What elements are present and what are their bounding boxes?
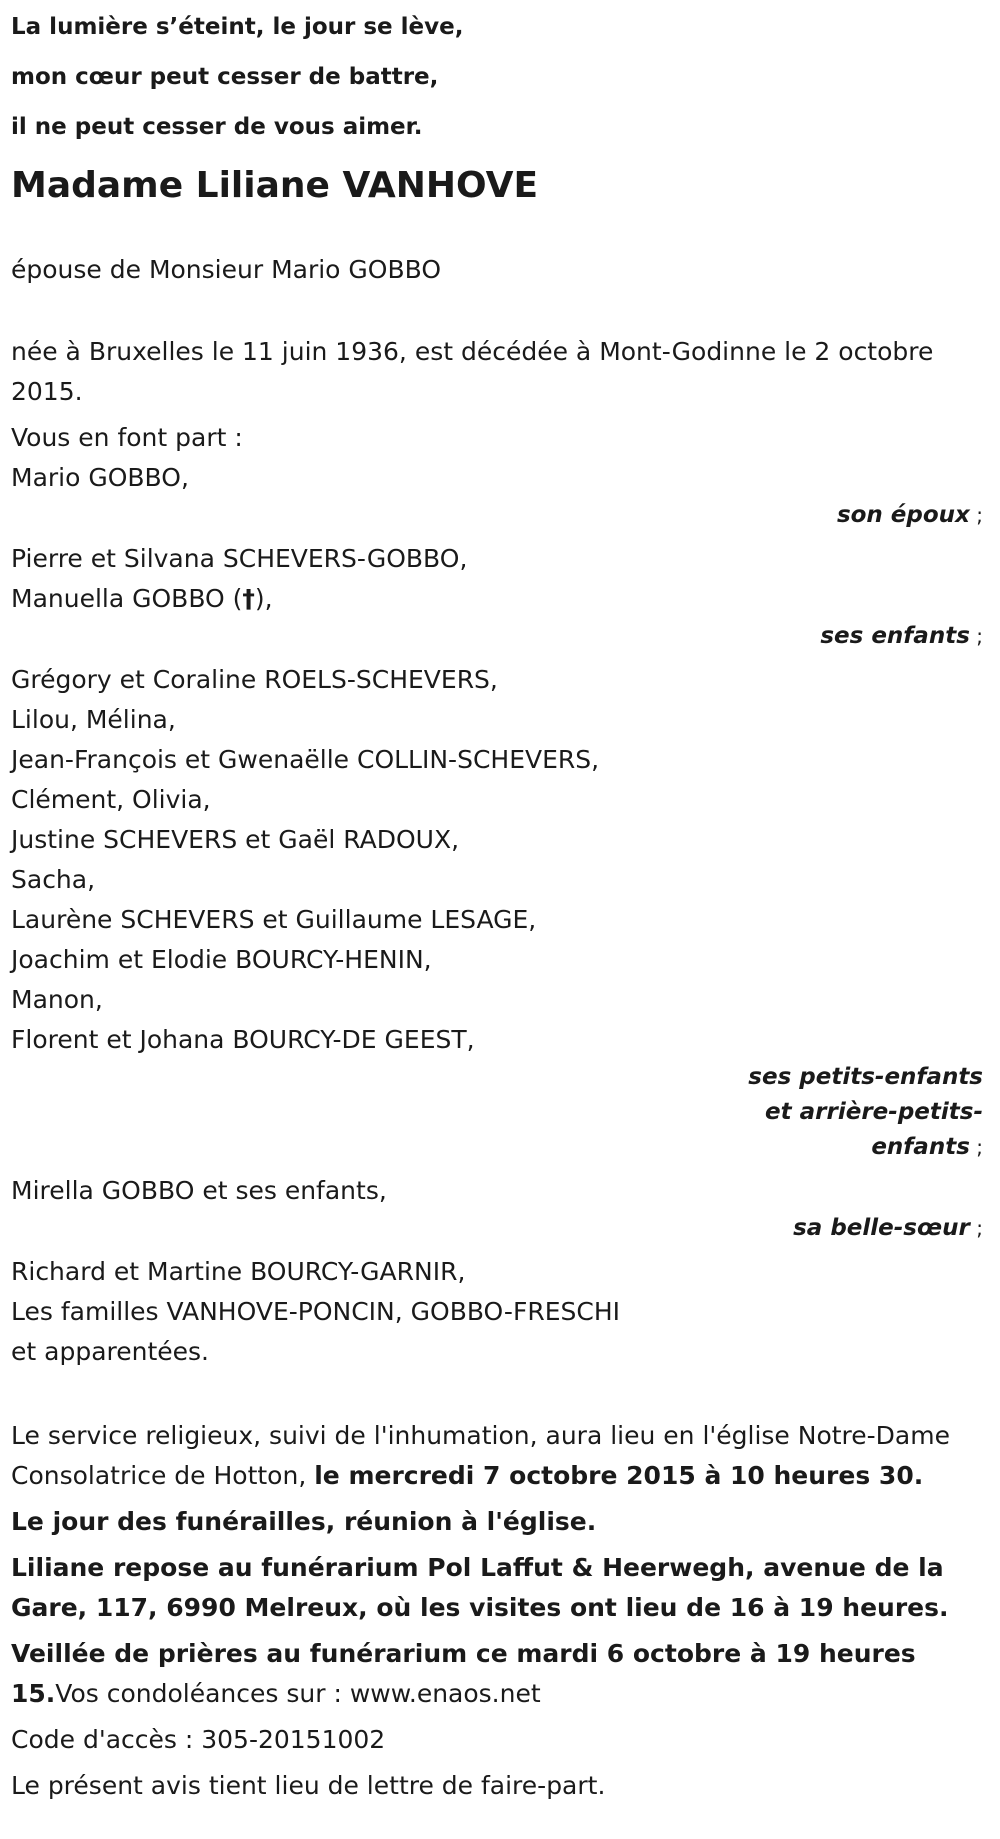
spouse-line: épouse de Monsieur Mario GOBBO xyxy=(11,255,442,284)
obituary-notice xyxy=(0,2,1000,1839)
cross-icon: † xyxy=(242,584,255,613)
family-name: Mirella GOBBO et ses enfants, xyxy=(11,1176,387,1205)
family-name: Jean-François et Gwenaëlle COLLIN-SCHEVERS, xyxy=(11,745,600,774)
family-name: Lilou, Mélina, xyxy=(11,705,176,734)
relation-text: ses enfants xyxy=(820,623,970,649)
family-name: Mario GOBBO, xyxy=(11,463,189,492)
family-name: Laurène SCHEVERS et Guillaume LESAGE, xyxy=(11,905,537,934)
relation-label-line: et arrière-petits- xyxy=(765,1099,983,1125)
family-group-sister-in-law xyxy=(11,1171,989,1246)
relation-text: enfants xyxy=(871,1134,970,1160)
service-text: Le service religieux, suivi de l'inhumation, aura lieu en l'église Notre-Dame Consolatrice de Hotton, xyxy=(11,1421,950,1490)
relation-text: son époux xyxy=(836,502,970,528)
poem-line: La lumière s’éteint, le jour se lève, xyxy=(11,14,464,40)
child-name: Manuella GOBBO ( xyxy=(11,584,243,613)
relation-label xyxy=(11,1211,989,1246)
relation-semicolon: ; xyxy=(969,624,983,648)
announce-intro: Vous en font part : xyxy=(11,423,243,452)
poem xyxy=(11,2,989,152)
vigil-text: Veillée de prières au funérarium ce mardi 6 octobre à 19 heures 15. xyxy=(11,1639,916,1708)
family-name: Florent et Johana BOURCY-DE GEEST, xyxy=(11,1025,475,1054)
relation-semicolon: ; xyxy=(969,1135,983,1159)
service-info xyxy=(11,1416,989,1496)
family-name: Joachim et Elodie BOURCY-HENIN, xyxy=(11,945,432,974)
family-name: Sacha, xyxy=(11,865,96,894)
relation-label-line: ses petits-enfants xyxy=(748,1064,983,1090)
family-name: Grégory et Coraline ROELS-SCHEVERS, xyxy=(11,665,498,694)
relation-semicolon: ; xyxy=(969,503,983,527)
birth-death-line: née à Bruxelles le 11 juin 1936, est décédée à Mont-Godinne le 2 octobre 2015. xyxy=(11,337,934,406)
relation-label xyxy=(11,498,989,533)
family-name-deceased xyxy=(11,579,989,619)
funeral-home-info: Liliane repose au funérarium Pol Laffut & Heerwegh, avenue de la Gare, 117, 6990 Melreux, où les visites ont lieu de 16 à 19 heures. xyxy=(11,1553,949,1622)
family-group-spouse xyxy=(11,458,989,533)
child-name-end: ), xyxy=(254,584,273,613)
poem-line: mon cœur peut cesser de battre, xyxy=(11,64,439,90)
relation-label xyxy=(719,1130,989,1165)
family-group-children xyxy=(11,539,989,654)
relation-semicolon: ; xyxy=(969,1216,983,1240)
closing-note: Le présent avis tient lieu de lettre de faire-part. xyxy=(11,1771,606,1800)
relation-label-block xyxy=(719,1060,989,1165)
family-name: Manon, xyxy=(11,985,103,1014)
relatives-list xyxy=(11,1252,989,1372)
relative-line: Les familles VANHOVE-PONCIN, GOBBO-FRESCHI xyxy=(11,1297,620,1326)
relative-line: Richard et Martine BOURCY-GARNIR, xyxy=(11,1257,466,1286)
condolences-text: Vos condoléances sur : www.enaos.net xyxy=(55,1679,541,1708)
family-name: Clément, Olivia, xyxy=(11,785,211,814)
service-date: le mercredi 7 octobre 2015 à 10 heures 30. xyxy=(314,1461,924,1490)
family-name: Pierre et Silvana SCHEVERS-GOBBO, xyxy=(11,544,468,573)
family-name: Justine SCHEVERS et Gaël RADOUX, xyxy=(11,825,460,854)
meeting-info: Le jour des funérailles, réunion à l'église. xyxy=(11,1507,597,1536)
relation-text: sa belle-sœur xyxy=(793,1215,970,1241)
access-code: Code d'accès : 305-20151002 xyxy=(11,1725,386,1754)
relative-line: et apparentées. xyxy=(11,1337,209,1366)
relation-label xyxy=(11,619,989,654)
vigil-info xyxy=(11,1634,989,1714)
poem-line: il ne peut cesser de vous aimer. xyxy=(11,114,423,140)
deceased-name: Madame Liliane VANHOVE xyxy=(11,165,539,206)
family-group-grandchildren xyxy=(11,660,989,1165)
